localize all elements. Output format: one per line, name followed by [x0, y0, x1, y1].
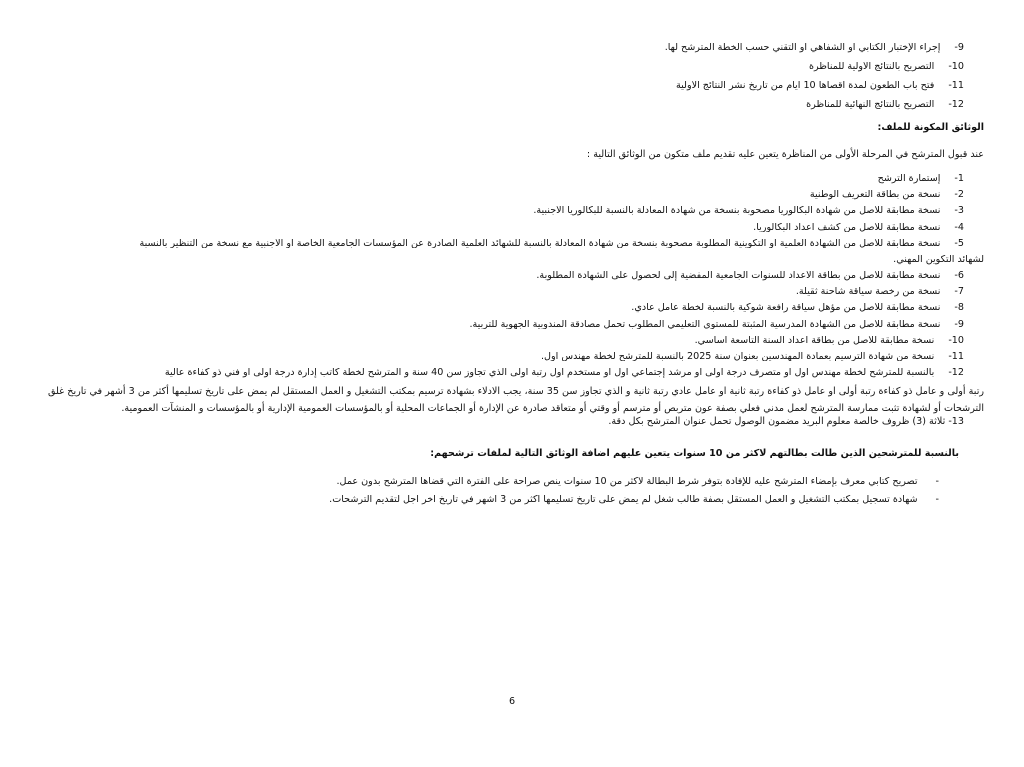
- item-number: -1: [954, 173, 964, 184]
- item-number: -11: [948, 80, 964, 91]
- item-number: -11: [948, 350, 964, 362]
- list-item: [48, 320, 964, 336]
- item-number: -12: [948, 99, 964, 110]
- item-number: -8: [954, 302, 964, 314]
- item-text: شهادة تسجيل بمكتب التشغيل و العمل المستقل بصفة طالب شغل لم يمض على تاريخ تسليمها أكثر من 3 اشهر في تاريخ آخر أجل لتقديم الترشحات.: [329, 495, 918, 505]
- item-number: -7: [954, 286, 964, 298]
- bullet: -: [935, 494, 939, 506]
- item-number: -9: [954, 42, 964, 53]
- list-item-continuation: [48, 384, 984, 417]
- list-item: [48, 287, 964, 303]
- item-text: نسخة مطابقة للأصل من مؤهل سياقة رافعة شوكية بالنسبة لخطة عامل عادي.: [631, 303, 941, 313]
- list-item: [48, 495, 939, 513]
- item-text: نسخة مطابقة للأصل من الشهادة المدرسية المثبتة للمستوى التعليمي المطلوب تحمل مصادقة المندوبية الجهوية للتربية.: [469, 319, 941, 330]
- item-continuation-text: لشهائد التكوين المهني.: [893, 254, 984, 265]
- item-number: -5: [954, 237, 964, 249]
- list-item: [48, 368, 964, 384]
- item-text: نسخة مطابقة للأصل من بطاقة أعداد السنة التاسعة أساسي.: [694, 335, 935, 346]
- list-item: [48, 303, 964, 319]
- list-item: [48, 81, 964, 100]
- item-text: التصريح بالنتائج الاولية للمناظرة: [808, 62, 935, 72]
- documents-list: [48, 173, 984, 417]
- bullet: -: [935, 476, 939, 488]
- item-number: -12: [948, 367, 964, 379]
- item-text: نسخة من رخصة سياقة شاحنة ثقيلة.: [795, 287, 941, 297]
- list-item: [48, 62, 964, 81]
- item-text: نسخة مطابقة للأصل من شهادة البكالوريا مصحوبة بنسخة من شهادة المعادلة بالنسبة للبكالوريا الأجنبية.: [533, 206, 941, 216]
- list-item: [48, 223, 964, 239]
- list-item: [48, 174, 964, 190]
- unemployed-documents-list: [48, 477, 939, 513]
- item-number: -3: [954, 205, 964, 217]
- item-text: نسخة مطابقة للأصل من الشهادة العلمية أو التكوينية المطلوبة مصحوبة بنسخة من شهادة المعادلة بالنسبة للشهائد العلمية الصادرة عن المؤسسات الجامعية الخاصة أو الأجنبية مع نسخة من التنظير بالنسبة: [139, 238, 941, 249]
- documents-heading: الوثائق المكونة للملف:: [877, 122, 984, 133]
- item-number: -10: [948, 334, 964, 346]
- list-item: [48, 336, 964, 352]
- list-item: [48, 206, 964, 222]
- list-item: [48, 239, 964, 255]
- list-item-continuation: [48, 254, 984, 271]
- item-number: -4: [954, 221, 964, 233]
- item-text: إستمارة الترشح: [877, 174, 941, 184]
- list-item: [48, 352, 964, 368]
- list-item: [48, 271, 964, 287]
- item-text: بالنسبة للمترشح لخطة مهندس أول او متصرف درجة أولى او مرشد إجتماعي أول او مستخدم أول رتبة أولى الذي تجاوز سن 40 سنة و المترشح لخطة كاتب إدارة درجة أولى او فني ذو كفاءة عالية: [164, 368, 935, 378]
- item-continuation-text: رتبة أولى و عامل ذو كفاءة رتبة أولى او عامل ذو كفاءة رتبة ثانية او عامل عادي رتبة ثانية و الذي تجاوز سن 35 سنة، يجب الادلاء بشهادة ترسيم بمكتب التشغيل و العمل المستقل لم يمض على تاريخ تسليمها أكثر من 3 أشهر في تاريخ غلق الترشحات أو لشهادة تثبت ممارسة المترشح لعمل مدني فعلي بصفة عون متربص أو مترسم أو وقتي أو متعاقد صادرة عن الإدارة أو الجماعات المحلية أو بالمؤسسات العمومية الإدارية أو بالمؤسسات و المنشآت العمومية.: [48, 386, 984, 414]
- item-text: إجراء الإختبار الكتابي أو الشفاهي أو التقني حسب الخطة المترشح لها.: [664, 43, 941, 53]
- unemployed-heading: بالنسبة للمترشحين الذين طالت بطالتهم لاكثر من 10 سنوات يتعين عليهم اضافة الوثائق التالية لملفات ترشحهم:: [430, 448, 959, 460]
- item-number: -2: [954, 189, 964, 201]
- document-page: [0, 43, 1024, 767]
- item-text: فتح باب الطعون لمدة اقصاها 10 ايام من تاريخ نشر النتائج الاولية: [676, 81, 935, 91]
- procedure-steps-list: [48, 43, 964, 119]
- item-text: نسخة من بطاقة التعريف الوطنية: [809, 190, 941, 200]
- envelopes-item: 13- ثلاثة (3) ظروف خالصة معلوم البريد مضمون الوصول تحمل عنوان المترشح بكل دقة.: [608, 416, 964, 428]
- item-text: تصريح كتابي معرف بإمضاء المترشح عليه للإفادة بتوفر شرط البطالة لأكثر من 10 سنوات ينص صراحة على الفترة التي قضاها المترشح بدون عمل.: [336, 477, 918, 487]
- item-text: نسخة مطابقة للأصل من كشف أعداد البكالوريا.: [753, 222, 941, 233]
- item-number: -10: [948, 61, 964, 72]
- item-number: -9: [954, 318, 964, 330]
- page-number: 6: [508, 696, 516, 707]
- item-text: التصريح بالنتائج النهائية للمناظرة: [806, 100, 935, 110]
- item-number: -6: [954, 269, 964, 281]
- list-item: [48, 100, 964, 119]
- list-item: [48, 190, 964, 206]
- item-text: نسخة مطابقة للأصل من بطاقة الأعداد للسنوات الجامعية المفضية إلى لحصول على الشهادة المطلوبة.: [536, 270, 941, 281]
- item-text: نسخة من شهادة الترسيم بعمادة المهندسين بعنوان سنة 2025 بالنسبة للمترشح لخطة مهندس أول.: [541, 351, 935, 362]
- list-item: [48, 477, 939, 495]
- documents-intro: عند قبول المترشح في المرحلة الأولى من المناظرة يتعين عليه تقديم ملف متكون من الوثائق التالية :: [586, 149, 984, 160]
- list-item: [48, 43, 964, 62]
